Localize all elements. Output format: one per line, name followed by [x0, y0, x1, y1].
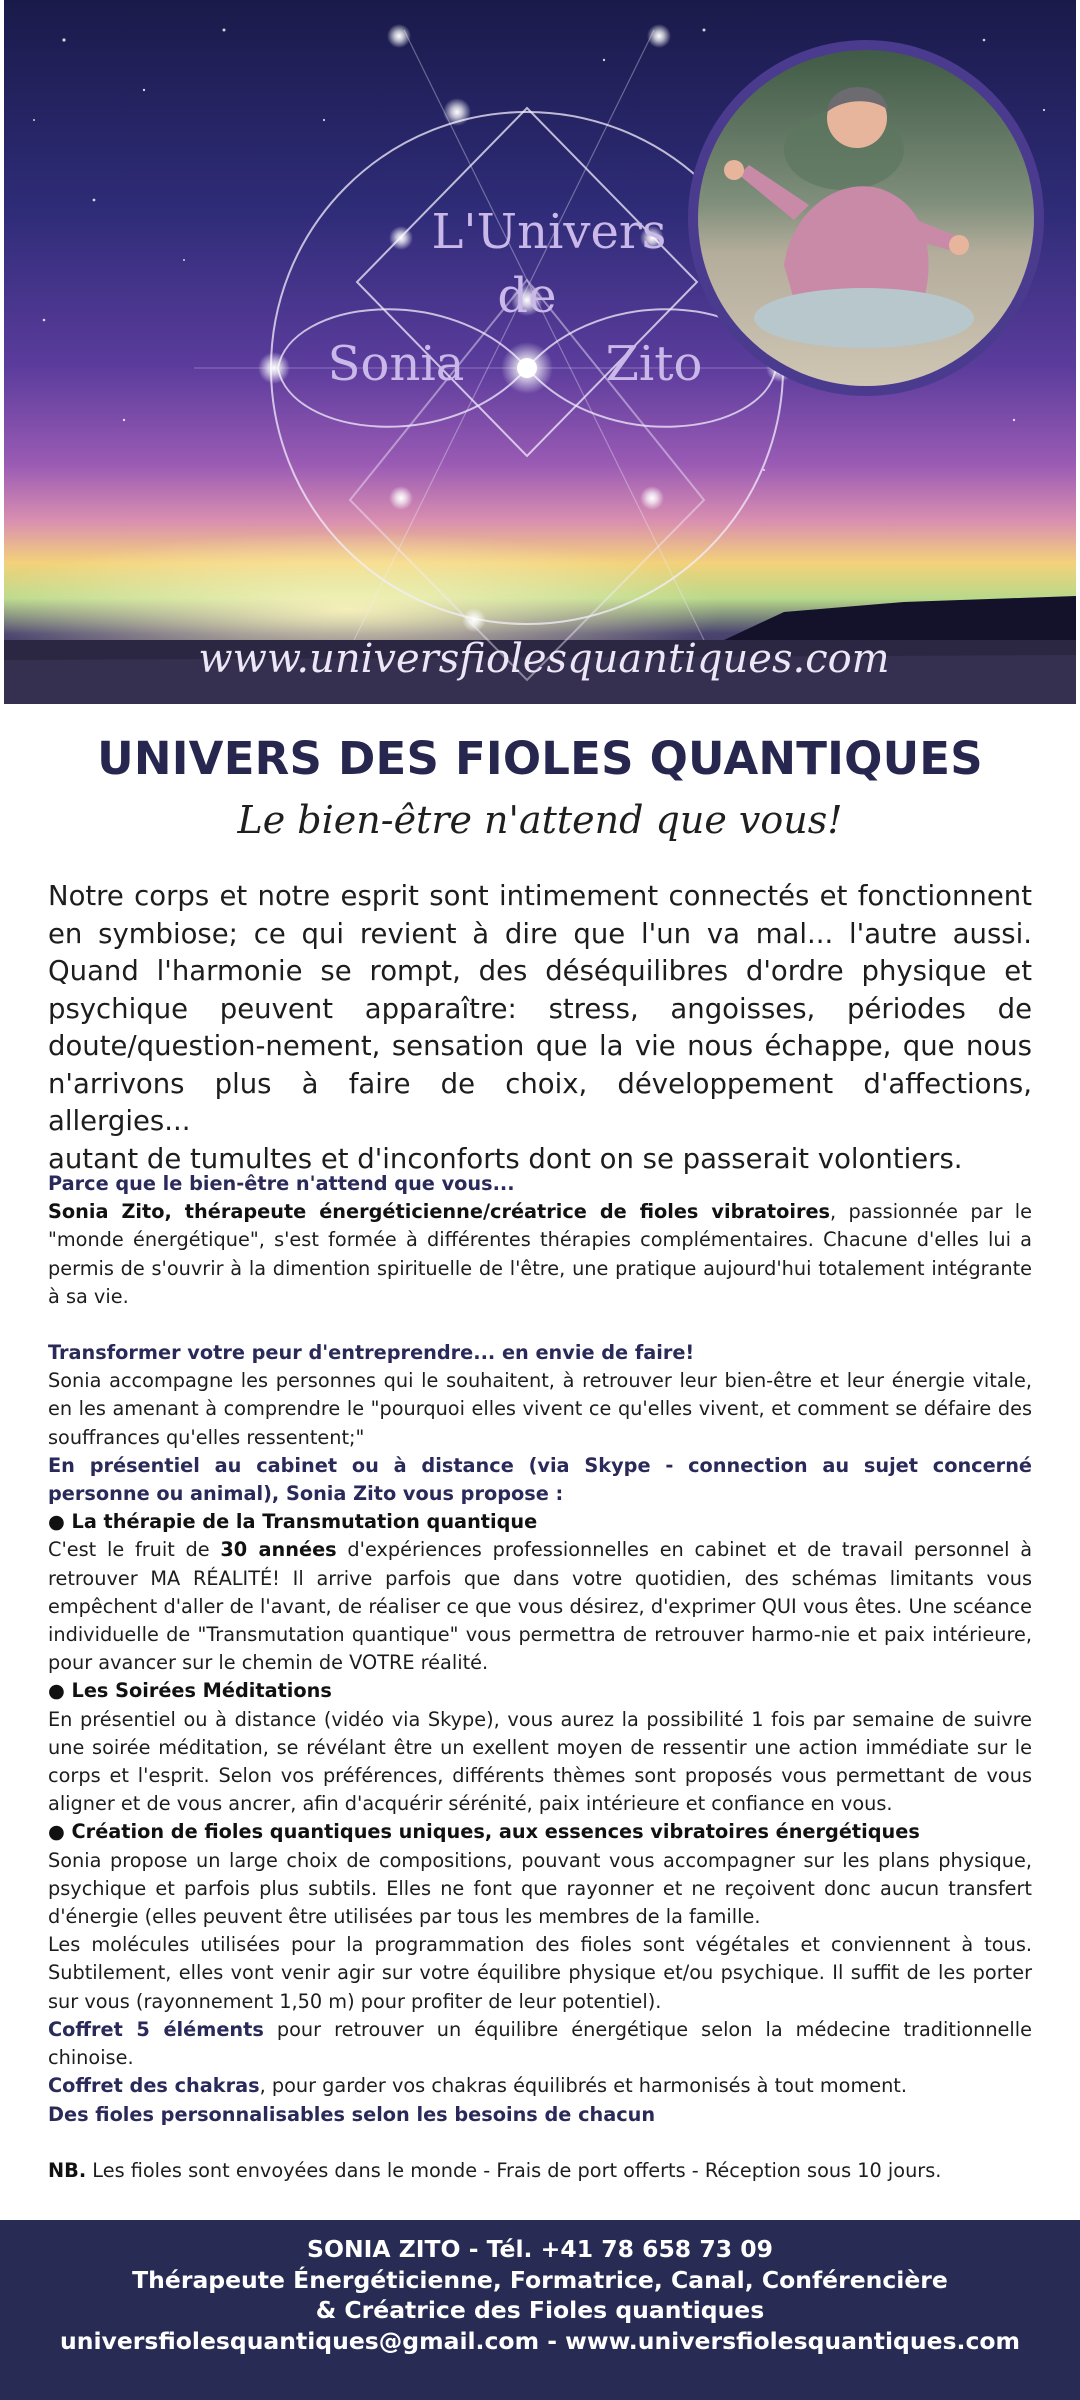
coffret2-text: , pour garder vos chakras équilibrés et harmonisés à tout moment. — [259, 2074, 907, 2098]
intro-section — [48, 878, 1032, 1178]
section1-heading: Parce que le bien-être n'attend que vous... — [48, 1172, 515, 1195]
logo-line-zito: Zito — [605, 336, 703, 392]
coffret1-text: pour retrouver un équilibre énergétique selon la médecine traditionnelle chinoise. — [48, 2017, 1032, 2070]
note-text: Les fioles sont envoyées dans le monde - Frais de port offerts - Réception sous 10 jours. — [86, 2158, 942, 2182]
logo-line-de: de — [497, 268, 557, 324]
footer-contact-links: universfiolesquantiques@gmail.com - www.universfiolesquantiques.com — [59, 2326, 1021, 2355]
service2-title: ● Les Soirées Méditations — [48, 1679, 332, 1703]
section2-heading: Transformer votre peur d'entreprendre... en envie de faire! — [48, 1341, 695, 1365]
offer-heading: En présentiel au cabinet ou à distance (via Skype - connection au sujet concerné personne ou animal), Sonia Zito vous propose : — [48, 1453, 1032, 1506]
service1-title: ● La thérapie de la Transmutation quantique — [48, 1510, 538, 1534]
footer-name-phone: SONIA ZITO - Tél. +41 78 658 73 09 — [307, 2235, 773, 2263]
footer-creator: & Créatrice des Fioles quantiques — [315, 2296, 765, 2324]
intro-last-line: autant de tumultes et d'inconforts dont on se passerait volontiers. — [48, 1142, 963, 1175]
tagline: Le bien-être n'attend que vous! — [237, 798, 843, 842]
page-title: UNIVERS DES FIOLES QUANTIQUES — [97, 732, 983, 785]
section1-text: , passionnée par le "monde énergétique", s'est formée à différentes thérapies complémentaires. Chacune d'elles lui a permis de s'ouvrir à la dimention spirituelle de l'être, une pratique aujourd'hui totalement intégrante à sa vie. — [48, 1200, 1033, 1308]
note-label: NB. — [48, 2158, 87, 2182]
service1-highlight: 30 années — [220, 1538, 337, 1562]
service1-text-after: d'expériences professionnelles en cabinet et de travail personnel à retrouver MA RÉALITÉ! Il arrive parfois que dans votre quotidien, des schémas limitants vous empêchent d'aller de l'avant, de réaliser ce que vous désirez, d'exprimer QUI vous êtes. Une scéance individuelle de "Transmutation quantique" vous permettra de retrouver harmo-nie et paix intérieure, pour avancer sur le chemin de VOTRE réalité. — [48, 1538, 1033, 1675]
hero-banner — [4, 0, 1076, 704]
custom-vials: Des fioles personnalisables selon les besoins de chacun — [48, 2102, 656, 2126]
coffret2-label: Coffret des chakras — [48, 2074, 260, 2098]
coffret1-label: Coffret 5 éléments — [48, 2017, 264, 2041]
coffret1-paragraph — [48, 2016, 1032, 2072]
shipping-note — [48, 2157, 1032, 2185]
intro-paragraph: Notre corps et notre esprit sont intimement connectés et fonctionnent en symbiose; ce qui revient à dire que l'un va mal... l'autre aussi. Quand l'harmonie se rompt, des déséquilibres d'ordre physique et psychique peuvent apparaître: stress, angoisses, périodes de doute/question-nement, sensation que la vie nous échappe, que nous n'arrivons plus à faire de choix, développement d'affections, allergies... — [48, 880, 1032, 1137]
service1-text-before: C'est le fruit de — [48, 1538, 221, 1562]
service3-text2: Les molécules utilisées pour la programmation des fioles sont végétales et conviennent à tous. Subtilement, elles vont venir agir sur votre équilibre physique et/ou psychique. Il suffit de les porter sur vous (rayonnement 1,50 m) pour profiter de leur potentiel). — [48, 1933, 1032, 2013]
service3-title: ● Création de fioles quantiques uniques, aux essences vibratoires énergétiques — [48, 1820, 920, 1844]
service3-text1: Sonia propose un large choix de compositions, pouvant vous accompagner sur les plans physique, psychique et parfois plus subtils. Elles ne font que rayonner et ne reçoivent donc aucun transfert d'énergie (elles peuvent être utilisées par tous les membres de la famille. — [48, 1848, 1032, 1929]
logo-line-univers: L'Univers — [431, 204, 667, 260]
service2-text: En présentiel ou à distance (vidéo via Skype), vous aurez la possibilité 1 fois par semaine de suivre une soirée méditation, se révélant être un exellent moyen de ressentir une action immédiate sur le corps et l'esprit. Selon vos préférences, différents thèmes sont proposés vous permettant de vous aligner et de vous ancrer, afin d'acquérir sérénité, paix intérieure et confiance en vous. — [48, 1707, 1032, 1816]
footer-roles: Thérapeute Énergéticienne, Formatrice, Canal, Conférencière — [132, 2265, 948, 2294]
section1-paragraph — [48, 1198, 1032, 1311]
contact-footer — [0, 2220, 1080, 2400]
section1-bold-lead: Sonia Zito, thérapeute énergéticienne/créatrice de fioles vibratoires — [48, 1200, 831, 1224]
section2-text: Sonia accompagne les personnes qui le souhaitent, à retrouver leur bien-être et leur énergie vitale, en les amenant à comprendre le "pourquoi elles vivent ce qu'elles vivent, et comment se défaire des souffrances qu'elles ressentent;" — [48, 1369, 1032, 1449]
coffret2-paragraph — [48, 2072, 1032, 2100]
main-content — [48, 1170, 1032, 2185]
hero-artwork — [4, 0, 1076, 704]
website-banner: www.universfiolesquantiques.com — [198, 636, 890, 682]
logo-line-sonia: Sonia — [327, 336, 465, 392]
service1-paragraph — [48, 1536, 1032, 1677]
portrait-photo — [688, 40, 1044, 396]
